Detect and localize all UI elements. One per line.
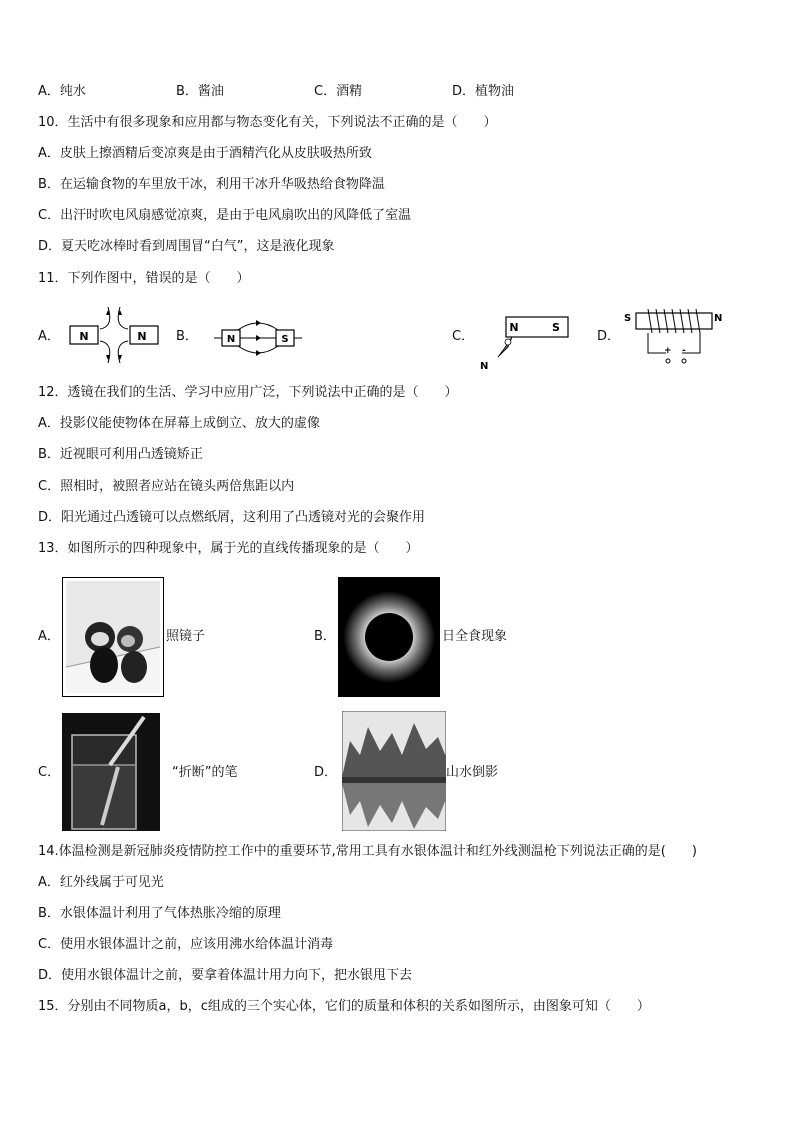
q9-option-a: A．纯水 (38, 84, 86, 99)
q13-label-a: A． (38, 629, 60, 644)
q13-photo-d (342, 711, 446, 831)
q11-figure-b (210, 318, 306, 358)
q12-option-b: B．近视眼可利用凸透镜矫正 (38, 447, 203, 462)
q11-figure-c (474, 313, 574, 371)
q13-label-d: D． (314, 765, 338, 780)
plus-sign: + (664, 346, 672, 356)
q13-photo-a (62, 577, 164, 697)
field-line (118, 341, 128, 363)
q15-stem: 15．分别由不同物质a，b，c组成的三个实心体，它们的质量和体积的关系如图所示，由图象可知（ ） (38, 999, 650, 1014)
q13-label-b: B． (314, 629, 336, 644)
minus-sign: - (682, 346, 686, 356)
q14-stem: 14.体温检测是新冠肺炎疫情防控工作中的重要环节,常用工具有水银体温计和红外线测温枪下列说法正确的是( ) (38, 844, 697, 859)
pole-n: N (509, 321, 519, 334)
q11-label-a: A． (38, 329, 60, 344)
q14-option-d: D．使用水银体温计之前，要拿着体温计用力向下，把水银甩下去 (38, 968, 413, 983)
q12-stem: 12．透镜在我们的生活、学习中应用广泛，下列说法中正确的是（ ） (38, 385, 458, 400)
q10-option-a: A．皮肤上擦酒精后变凉爽是由于酒精汽化从皮肤吸热所致 (38, 146, 372, 161)
terminal (682, 359, 686, 363)
q9-option-c: C．酒精 (314, 84, 363, 99)
arrow-icon (256, 335, 261, 341)
pole-n-right: N (137, 330, 147, 343)
q10-option-c: C．出汗时吹电风扇感觉凉爽，是由于电风扇吹出的风降低了室温 (38, 208, 412, 223)
q13-photo-c (62, 713, 160, 831)
moon-disc (365, 613, 413, 661)
q12-option-a: A．投影仪能使物体在屏幕上成倒立、放大的虚像 (38, 416, 320, 431)
pole-n: N (714, 313, 723, 324)
q13-photo-b (338, 577, 440, 697)
q12-option-d: D．阳光通过凸透镜可以点燃纸屑，这利用了凸透镜对光的会聚作用 (38, 510, 426, 525)
pole-s: S (281, 334, 289, 345)
q11-figure-d (620, 303, 730, 367)
needle-pole-n: N (480, 361, 489, 371)
pole-s: S (624, 313, 632, 324)
q13-caption-b: 日全食现象 (442, 629, 508, 644)
q11-label-b: B． (176, 329, 198, 344)
terminal (666, 359, 670, 363)
q13-caption-d: 山水倒影 (446, 765, 499, 780)
q11-label-d: D． (597, 329, 621, 344)
q14-option-a: A．红外线属于可见光 (38, 875, 164, 890)
q11-figure-a (64, 305, 160, 365)
q10-stem: 10．生活中有很多现象和应用都与物态变化有关，下列说法不正确的是（ ） (38, 115, 497, 130)
q12-option-c: C．照相时，被照者应站在镜头两倍焦距以内 (38, 479, 295, 494)
q13-caption-a: 照镜子 (166, 629, 206, 644)
field-line (100, 307, 110, 329)
q9-option-d: D．植物油 (452, 84, 515, 99)
pole-n-left: N (79, 330, 89, 343)
arrow-icon (256, 350, 261, 356)
field-line (118, 307, 128, 329)
q9-option-b: B．酱油 (176, 84, 224, 99)
q13-caption-c: “折断”的笔 (172, 765, 238, 780)
arrow-icon (256, 320, 261, 326)
q14-option-b: B．水银体温计利用了气体热胀冷缩的原理 (38, 906, 281, 921)
compass-pivot (505, 339, 511, 345)
q11-stem: 11．下列作图中，错误的是（ ） (38, 271, 250, 286)
q14-option-c: C．使用水银体温计之前，应该用沸水给体温计消毒 (38, 937, 334, 952)
pole-n: N (226, 334, 236, 345)
pole-s: S (552, 321, 560, 334)
q13-label-c: C． (38, 765, 61, 780)
q13-stem: 13．如图所示的四种现象中，属于光的直线传播现象的是（ ） (38, 541, 419, 556)
field-line (100, 341, 110, 363)
q10-option-b: B．在运输食物的车里放干冰，利用干冰升华吸热给食物降温 (38, 177, 385, 192)
q10-option-d: D．夏天吃冰棒时看到周围冒“白气”，这是液化现象 (38, 239, 335, 254)
q11-label-c: C． (452, 329, 475, 344)
